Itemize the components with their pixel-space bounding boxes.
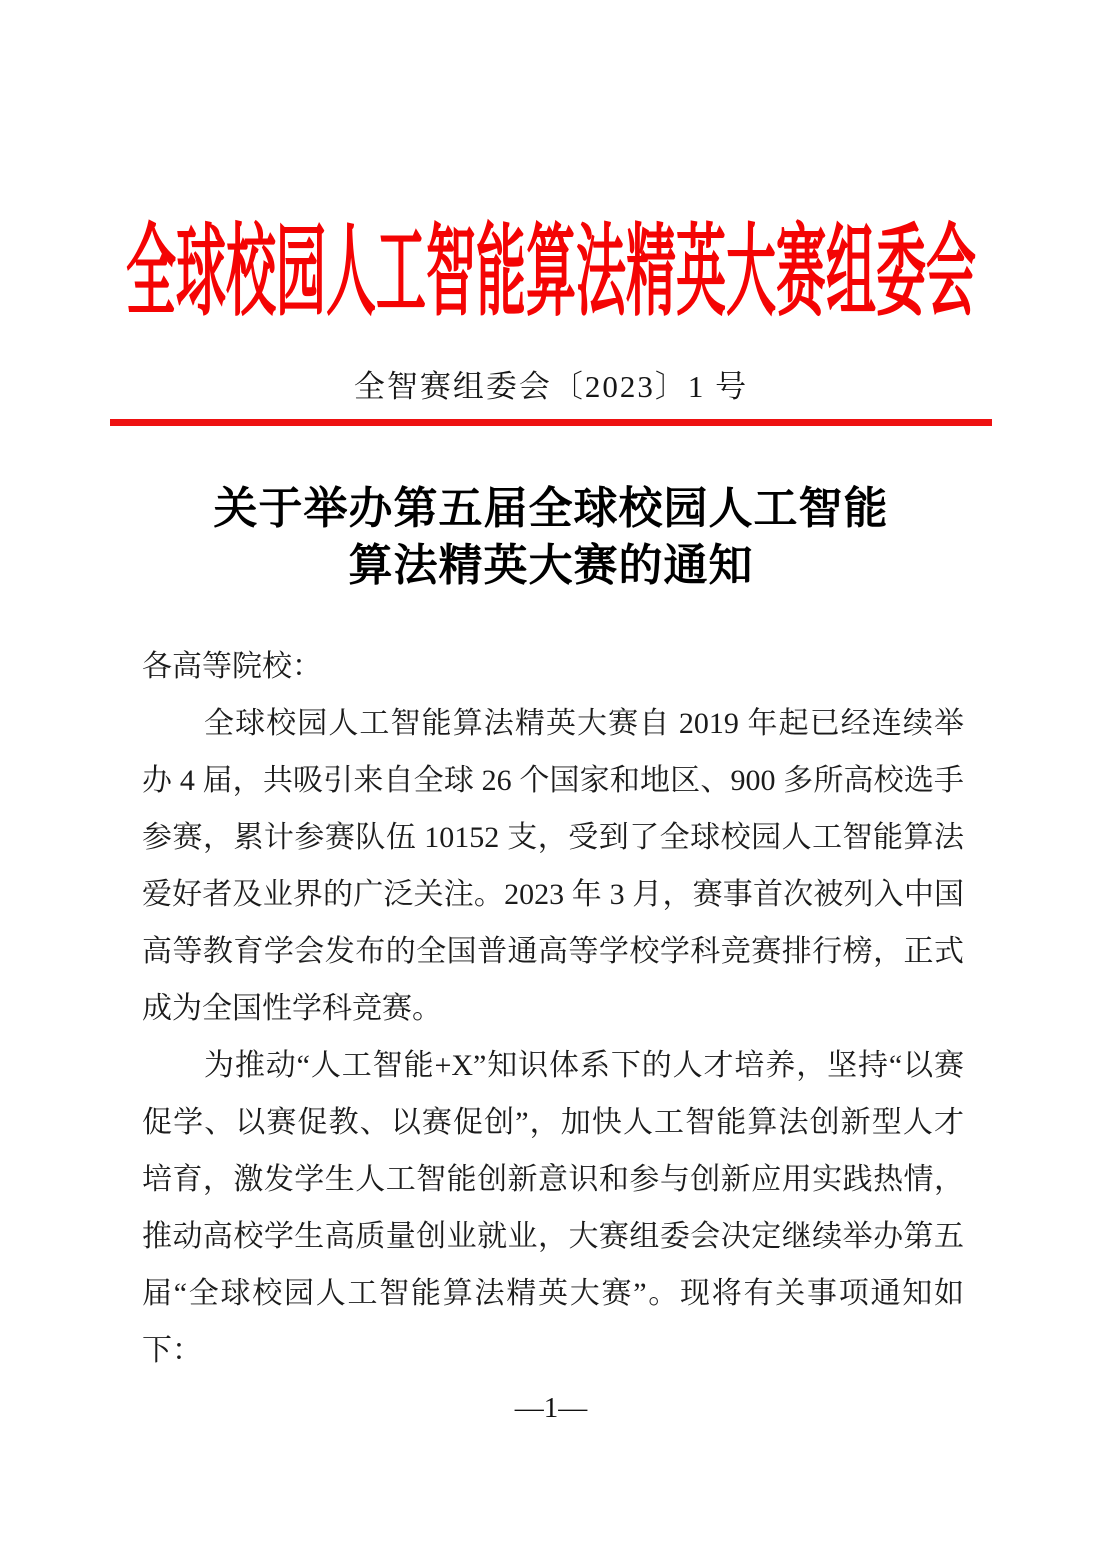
- notice-title-line2: 算法精英大赛的通知: [348, 541, 754, 590]
- letterhead-org-title: 全球校园人工智能算法精英大赛组委会: [126, 217, 976, 328]
- body-paragraph-2: 为推动“人工智能+X”知识体系下的人才培养，坚持“以赛促学、以赛促教、以赛促创”，加快人工智能算法创新型人才培育，激发学生人工智能创新意识和参与创新应用实践热情，推动高校学生高质量创业就业，大赛组委会决定继续举办第五届“全球校园人工智能算法精英大赛”。现将有关事项通知如下：: [142, 1049, 964, 1367]
- notice-title: [0, 480, 1102, 594]
- notice-title-line1: 关于举办第五届全球校园人工智能: [213, 484, 889, 533]
- letterhead: [0, 217, 1102, 328]
- salutation: 各高等院校：: [142, 650, 322, 683]
- page-number: —1—: [514, 1392, 588, 1424]
- notice-body: [142, 638, 964, 1379]
- letterhead-divider: [110, 419, 992, 426]
- body-paragraph-1: 全球校园人工智能算法精英大赛自 2019 年起已经连续举办 4 届，共吸引来自全球 26 个国家和地区、900 多所高校选手参赛，累计参赛队伍 10152 支，受到了全球校园人工智能算法爱好者及业界的广泛关注。2023 年 3 月，赛事首次被列入中国高等教育学会发布的全国普通高等学校学科竞赛排行榜，正式成为全国性学科竞赛。: [142, 707, 964, 1025]
- document-number: 全智赛组委会〔2023〕1 号: [353, 369, 749, 404]
